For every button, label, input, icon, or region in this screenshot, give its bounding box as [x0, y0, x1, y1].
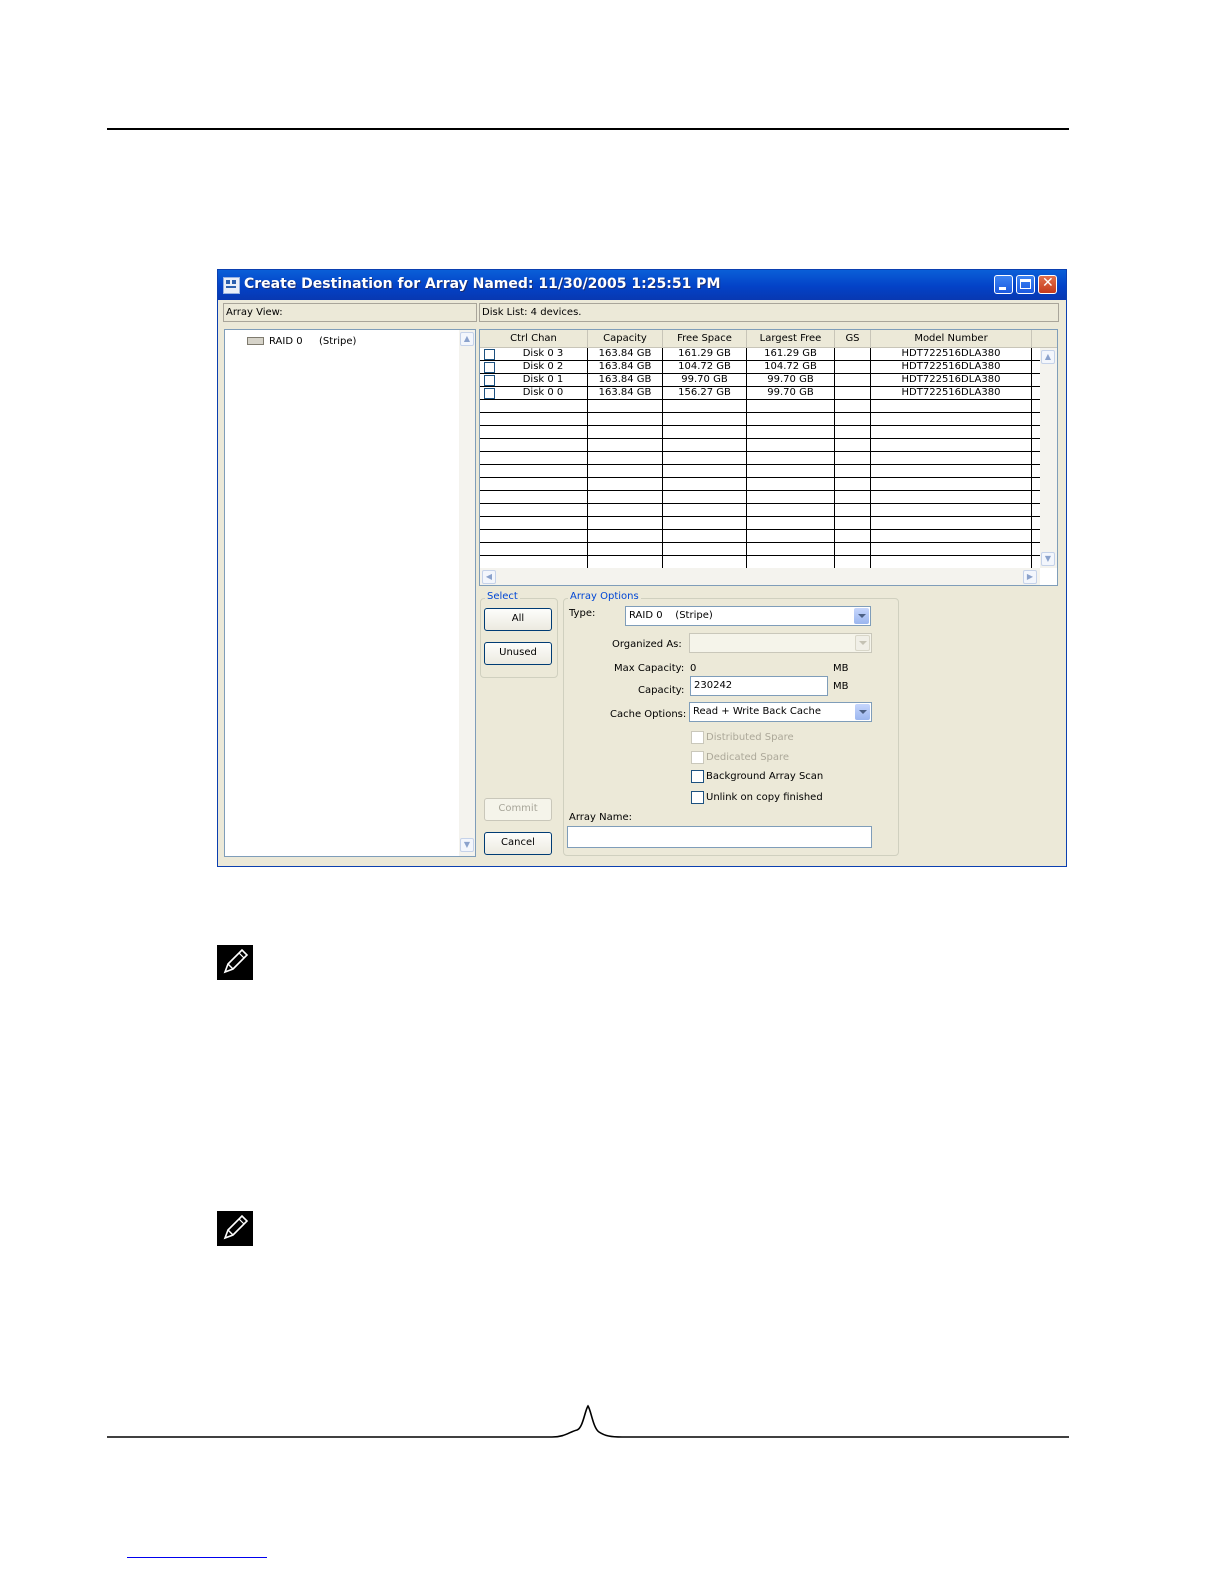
minimize-button[interactable] — [994, 275, 1013, 294]
row-checkbox[interactable] — [484, 388, 495, 399]
cell-model: HDT722516DLA380 — [901, 361, 1001, 372]
cell-gs — [835, 387, 870, 399]
cell-gs — [835, 361, 870, 373]
table-row[interactable] — [480, 374, 1031, 386]
array-options-group-label: Array Options — [570, 591, 639, 602]
cell-capacity: 163.84 GB — [598, 387, 652, 398]
row-checkbox[interactable] — [484, 349, 495, 360]
grid-line — [480, 399, 1040, 400]
row-checkbox[interactable] — [484, 362, 495, 373]
array-name-label: Array Name: — [569, 812, 632, 823]
cell-model: HDT722516DLA380 — [901, 348, 1001, 359]
column-gs[interactable]: GS — [835, 330, 871, 347]
distributed-spare-label: Distributed Spare — [706, 732, 794, 743]
grid-vertical-scrollbar[interactable] — [1040, 348, 1057, 568]
column-largest-free[interactable]: Largest Free — [747, 330, 835, 347]
maximize-button[interactable] — [1016, 275, 1035, 294]
cell-capacity: 163.84 GB — [598, 374, 652, 385]
grid-line — [480, 438, 1040, 439]
chevron-down-icon[interactable] — [855, 704, 870, 720]
table-row[interactable] — [480, 387, 1031, 399]
background-scan-label: Background Array Scan — [706, 771, 824, 782]
select-unused-button[interactable]: Unused — [484, 642, 552, 665]
note-pencil-icon — [217, 945, 253, 980]
page-header-rule — [107, 128, 1069, 130]
grid-line — [480, 412, 1040, 413]
cell-largest-free: 161.29 GB — [764, 348, 817, 359]
cache-options-value: Read + Write Back Cache — [693, 706, 821, 717]
cache-options-label: Cache Options: — [610, 709, 687, 720]
grid-header-row — [480, 330, 1057, 348]
array-view-header: Array View: — [223, 303, 477, 322]
scroll-up-icon[interactable]: ▲ — [1041, 350, 1055, 364]
chevron-down-icon[interactable] — [854, 608, 869, 624]
organized-as-label: Organized As: — [612, 639, 682, 650]
window-title: Create Destination for Array Named: 11/30/2005 1:25:51 PM — [244, 276, 721, 292]
drive-icon — [247, 337, 264, 345]
array-view-scrollbar[interactable] — [459, 330, 475, 856]
select-all-button[interactable]: All — [484, 608, 552, 631]
grid-line — [480, 477, 1040, 478]
close-icon: ✕ — [1042, 275, 1054, 291]
scroll-left-icon[interactable]: ◀ — [482, 570, 496, 584]
cell-model: HDT722516DLA380 — [901, 387, 1001, 398]
grid-line — [480, 516, 1040, 517]
column-model-number[interactable]: Model Number — [871, 330, 1032, 347]
cell-free-space: 156.27 GB — [678, 387, 731, 398]
grid-body — [480, 348, 1040, 568]
cell-gs — [835, 374, 870, 386]
cell-free-space: 99.70 GB — [681, 374, 728, 385]
capacity-unit: MB — [833, 681, 849, 692]
dedicated-spare-label: Dedicated Spare — [706, 752, 790, 763]
page-link-underline — [127, 1557, 267, 1558]
grid-line — [480, 529, 1040, 530]
scroll-up-icon[interactable]: ▲ — [460, 332, 474, 346]
array-view-panel[interactable] — [224, 329, 476, 857]
minimize-icon — [999, 287, 1006, 290]
cell-largest-free: 99.70 GB — [767, 374, 814, 385]
scroll-right-icon[interactable]: ▶ — [1023, 570, 1037, 584]
chevron-down-icon[interactable] — [855, 635, 870, 651]
capacity-input[interactable]: 230242 — [690, 676, 828, 696]
array-name-input[interactable] — [567, 826, 872, 848]
table-row[interactable] — [480, 361, 1031, 373]
cancel-button[interactable]: Cancel — [484, 832, 552, 855]
column-capacity[interactable]: Capacity — [588, 330, 663, 347]
array-item-label: RAID 0 — [269, 336, 303, 347]
title-bar[interactable] — [218, 270, 1066, 300]
type-select[interactable] — [625, 606, 871, 626]
unlink-on-copy-checkbox[interactable] — [691, 791, 704, 804]
cell-free-space: 104.72 GB — [678, 361, 731, 372]
close-button[interactable] — [1038, 275, 1057, 294]
grid-horizontal-scrollbar[interactable] — [480, 568, 1040, 585]
row-checkbox[interactable] — [484, 375, 495, 386]
cell-largest-free: 99.70 GB — [767, 387, 814, 398]
cell-ctrl-chan: Disk 0 1 — [522, 374, 564, 385]
capacity-label: Capacity: — [638, 685, 685, 696]
type-select-value: RAID 0 (Stripe) — [629, 610, 713, 621]
background-scan-checkbox[interactable] — [691, 770, 704, 783]
max-capacity-unit: MB — [833, 663, 849, 674]
app-icon — [223, 277, 240, 294]
select-group-label: Select — [487, 591, 518, 602]
organized-as-select[interactable] — [689, 633, 872, 653]
cell-gs — [835, 348, 870, 360]
cell-capacity: 163.84 GB — [598, 361, 652, 372]
cell-ctrl-chan: Disk 0 2 — [522, 361, 564, 372]
unlink-on-copy-label: Unlink on copy finished — [706, 792, 823, 803]
type-label: Type: — [569, 608, 596, 619]
grid-line — [480, 464, 1040, 465]
create-destination-dialog — [217, 269, 1067, 867]
note-pencil-icon — [217, 1211, 253, 1246]
column-ctrl-chan[interactable]: Ctrl Chan — [480, 330, 588, 347]
cell-model: HDT722516DLA380 — [901, 374, 1001, 385]
table-row[interactable] — [480, 348, 1031, 360]
scroll-down-icon[interactable]: ▼ — [460, 838, 474, 852]
grid-line — [480, 542, 1040, 543]
disk-list-header: Disk List: 4 devices. — [479, 303, 1059, 322]
grid-line — [480, 425, 1040, 426]
grid-line — [480, 555, 1040, 556]
cache-options-select[interactable] — [689, 702, 872, 722]
grid-line — [480, 451, 1040, 452]
grid-line — [480, 503, 1040, 504]
cell-ctrl-chan: Disk 0 0 — [522, 387, 564, 398]
max-capacity-label: Max Capacity: — [614, 663, 685, 674]
distributed-spare-checkbox[interactable] — [691, 731, 704, 744]
cell-ctrl-chan: Disk 0 3 — [522, 348, 564, 359]
grid-line — [1031, 348, 1032, 568]
cell-largest-free: 104.72 GB — [764, 361, 817, 372]
column-free-space[interactable]: Free Space — [663, 330, 747, 347]
dedicated-spare-checkbox[interactable] — [691, 751, 704, 764]
max-capacity-value: 0 — [690, 663, 697, 674]
scroll-down-icon[interactable]: ▼ — [1041, 552, 1055, 566]
array-item-type: (Stripe) — [319, 336, 357, 347]
page-footer-rule — [107, 1400, 1069, 1445]
grid-line — [480, 490, 1040, 491]
maximize-icon — [1020, 279, 1031, 289]
cell-free-space: 161.29 GB — [678, 348, 731, 359]
disk-list-grid[interactable] — [479, 329, 1058, 586]
commit-button[interactable]: Commit — [484, 798, 552, 821]
cell-capacity: 163.84 GB — [598, 348, 652, 359]
